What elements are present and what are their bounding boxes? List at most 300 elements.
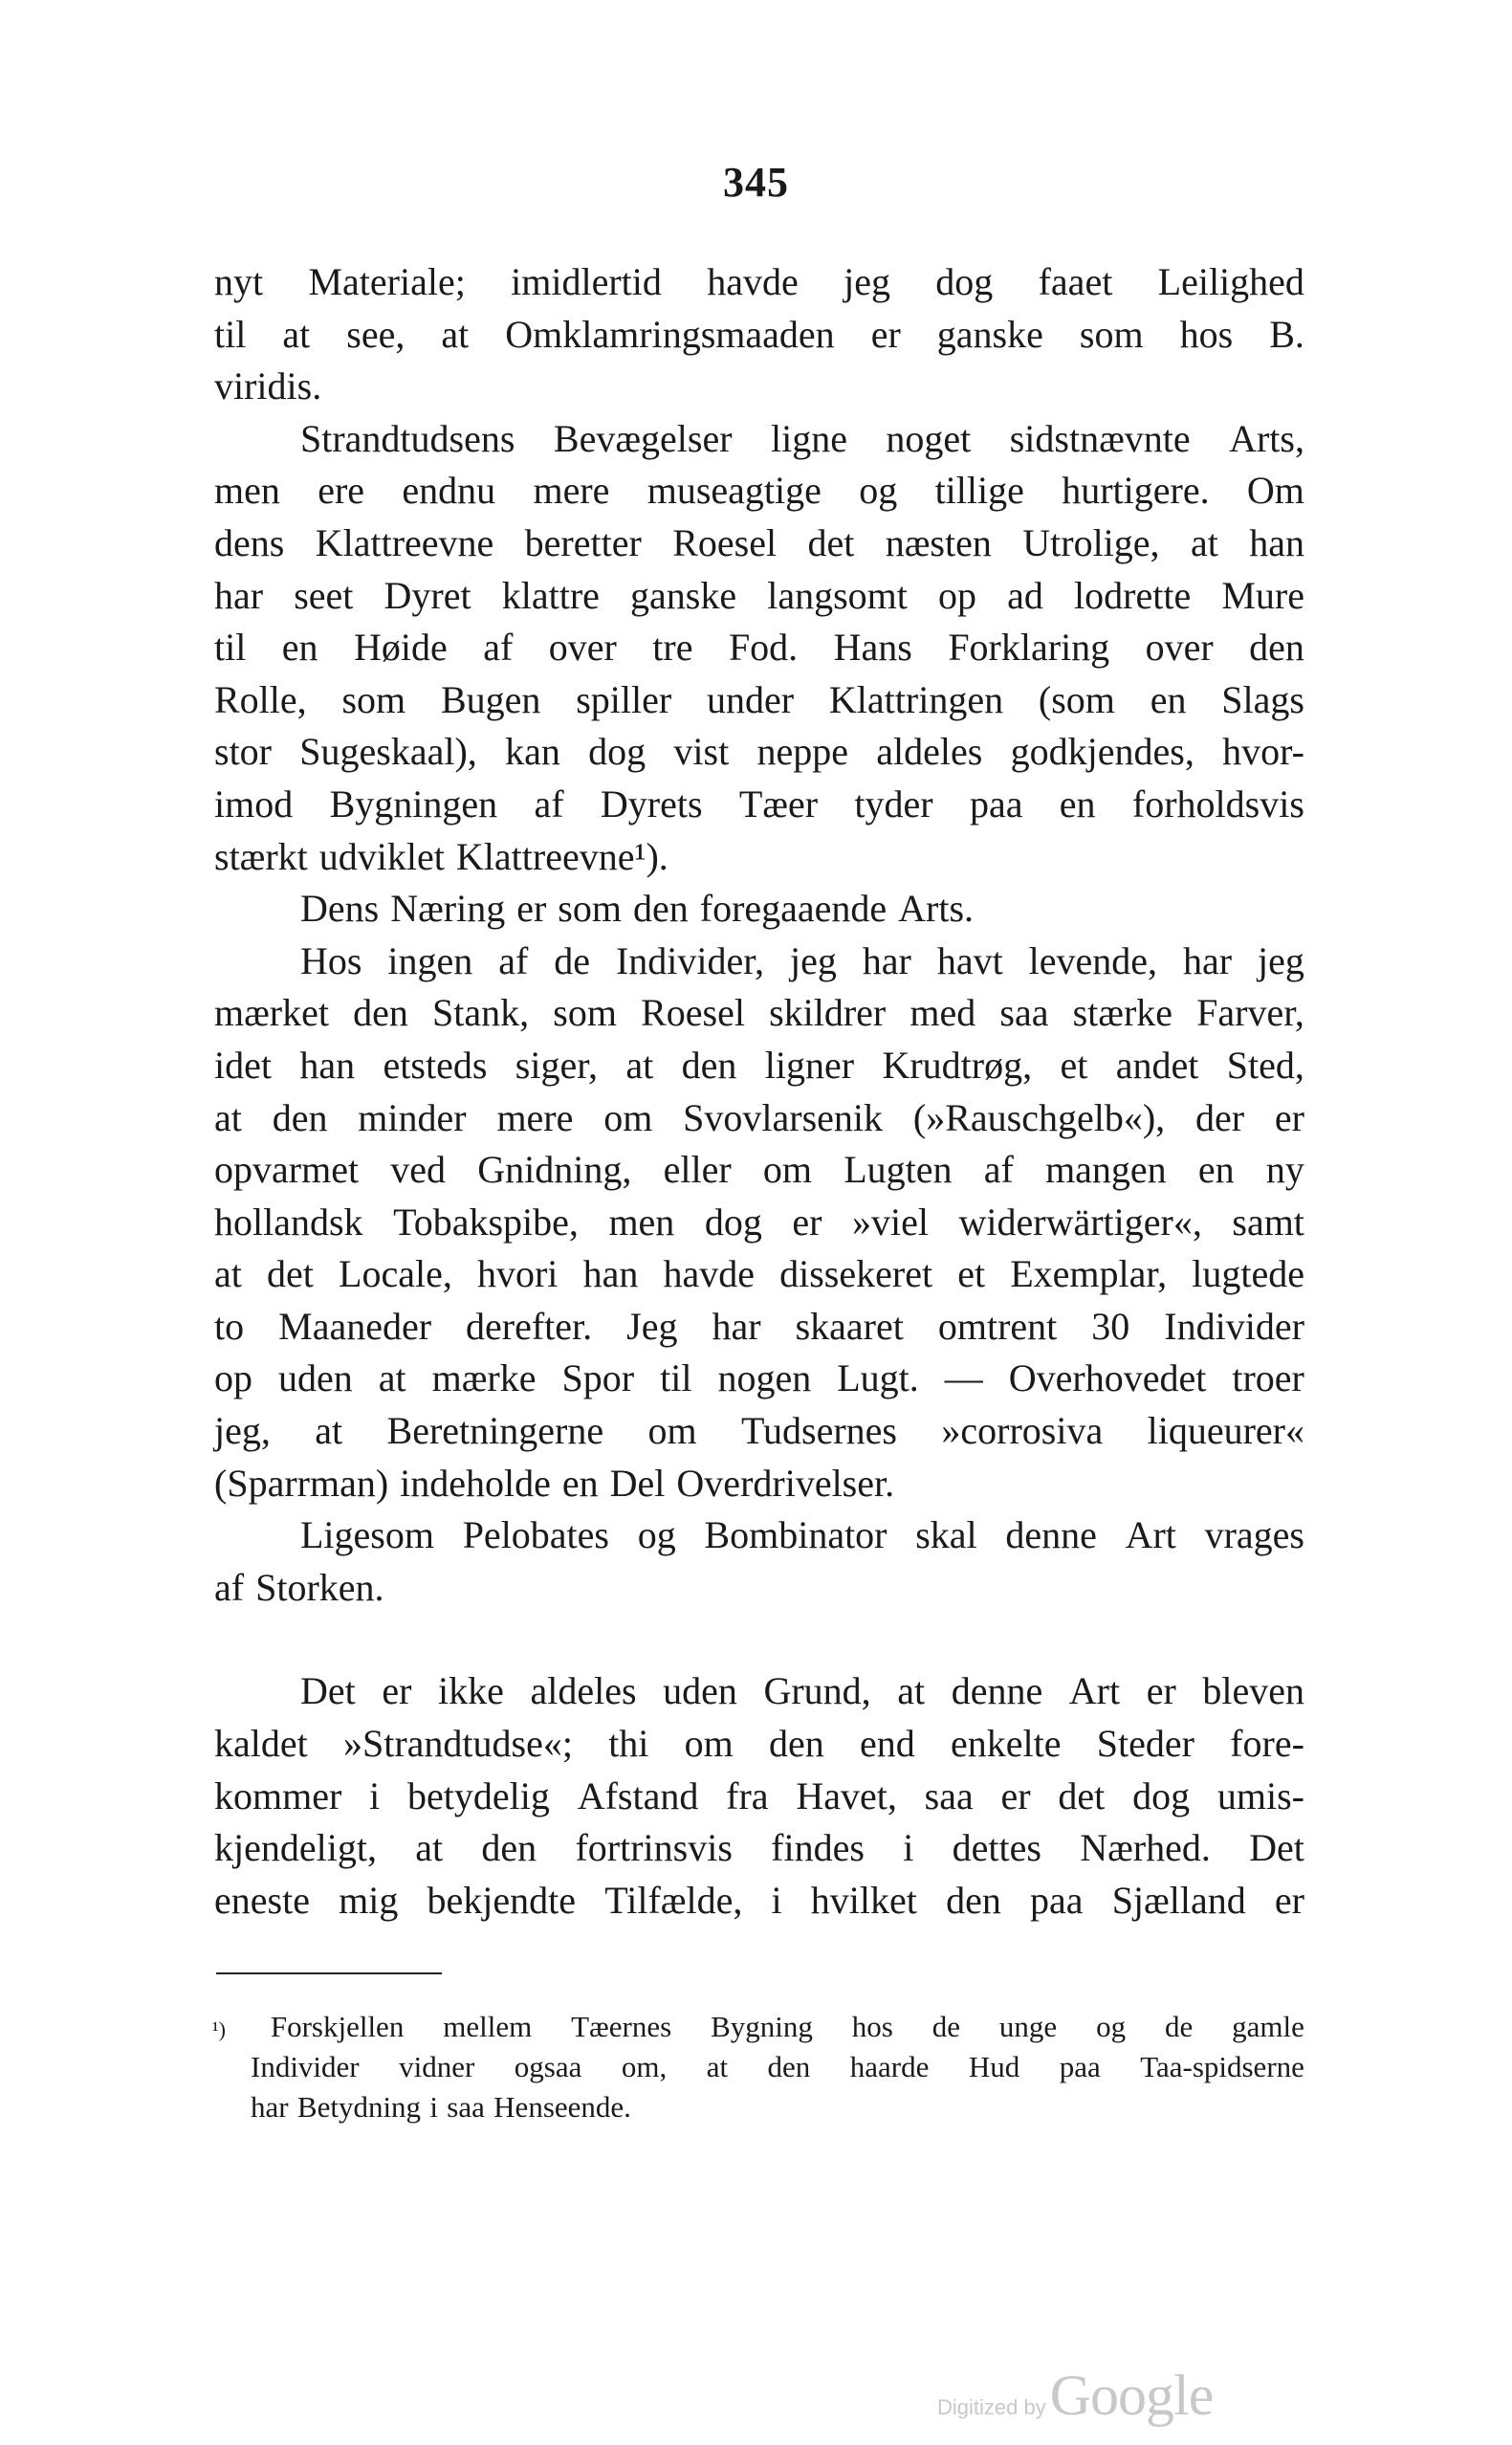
word: vrages bbox=[1204, 1513, 1304, 1557]
text-line bbox=[214, 1248, 1304, 1301]
text-line bbox=[214, 465, 1304, 518]
word: opvarmet bbox=[214, 1148, 360, 1192]
word: den bbox=[767, 2050, 811, 2083]
section-gap bbox=[214, 1614, 1304, 1665]
word: Storken. bbox=[255, 1565, 384, 1609]
text-line bbox=[214, 726, 1304, 779]
word: den bbox=[481, 1826, 537, 1870]
word: i bbox=[429, 2090, 438, 2124]
word: en bbox=[1150, 677, 1187, 721]
word: ganske bbox=[936, 312, 1043, 356]
text-line bbox=[214, 1665, 1304, 1718]
word: lugtede bbox=[1192, 1252, 1304, 1296]
word: Individer bbox=[1164, 1304, 1304, 1348]
text-line bbox=[214, 779, 1304, 831]
word: nogen bbox=[717, 1356, 812, 1400]
text-line bbox=[214, 1458, 1304, 1510]
word: mellem bbox=[443, 2010, 533, 2043]
word: Sted, bbox=[1226, 1043, 1304, 1087]
word: det bbox=[267, 1252, 314, 1296]
word: haarde bbox=[849, 2050, 930, 2083]
word: Materiale; bbox=[308, 260, 466, 303]
word: kommer bbox=[214, 1773, 342, 1817]
word: liqueurer« bbox=[1147, 1409, 1304, 1453]
word: seet bbox=[294, 573, 354, 617]
word: ligne bbox=[770, 416, 847, 460]
text-line bbox=[214, 1509, 1304, 1562]
word: hos bbox=[851, 2010, 893, 2043]
footnote-marker: ¹) bbox=[212, 2017, 226, 2041]
word: Utrolige, bbox=[1022, 520, 1160, 564]
word: om, bbox=[621, 2050, 668, 2083]
word: ikke bbox=[438, 1669, 504, 1713]
word: (Sparrman) bbox=[214, 1461, 389, 1505]
word: at bbox=[625, 1043, 654, 1087]
word: Bombinator bbox=[704, 1513, 887, 1557]
word: den bbox=[272, 1095, 328, 1139]
word: Afstand bbox=[577, 1773, 699, 1817]
word: Betydning bbox=[296, 2090, 422, 2124]
word: op bbox=[938, 573, 977, 617]
word: forholdsvis bbox=[1131, 782, 1304, 826]
word: (som bbox=[1038, 677, 1115, 721]
word: hollandsk bbox=[214, 1200, 363, 1244]
word: umis- bbox=[1216, 1773, 1304, 1817]
word: har bbox=[712, 1304, 761, 1348]
word: Pelobates bbox=[462, 1513, 609, 1557]
word: Bugen bbox=[440, 677, 541, 721]
word: to bbox=[214, 1304, 245, 1348]
text-line bbox=[214, 1875, 1304, 1927]
word: om bbox=[762, 1148, 813, 1192]
word: den bbox=[1249, 626, 1304, 670]
word: enkelte bbox=[951, 1722, 1062, 1766]
word: end bbox=[860, 1722, 915, 1766]
word: at bbox=[441, 312, 470, 356]
footnote-line bbox=[212, 2007, 1304, 2047]
text-line bbox=[214, 987, 1304, 1040]
word: museagtige bbox=[646, 469, 822, 513]
word: Hos bbox=[300, 938, 362, 982]
word: den bbox=[769, 1722, 824, 1766]
word: Høide bbox=[354, 626, 448, 670]
word: Lugt. bbox=[837, 1356, 919, 1400]
word: over bbox=[1145, 626, 1214, 670]
word: levende, bbox=[1028, 938, 1158, 982]
text-line bbox=[214, 413, 1304, 466]
word: at bbox=[378, 1356, 406, 1400]
word: jeg, bbox=[214, 1409, 271, 1453]
word: dog bbox=[704, 1200, 762, 1244]
word: ganske bbox=[630, 573, 737, 617]
word: Hud bbox=[968, 2050, 1020, 2083]
word: ved bbox=[390, 1148, 447, 1192]
word: Krudtrøg, bbox=[882, 1043, 1033, 1087]
text-line bbox=[214, 570, 1304, 623]
word: eller bbox=[663, 1148, 732, 1192]
word: som bbox=[558, 887, 622, 931]
word: bleven bbox=[1202, 1669, 1304, 1713]
word: dog bbox=[588, 730, 646, 774]
word: kaldet bbox=[214, 1722, 308, 1766]
word: vidner bbox=[399, 2050, 475, 2083]
word: 30 bbox=[1091, 1304, 1130, 1348]
paragraph bbox=[214, 1509, 1304, 1614]
footnote-line bbox=[251, 2047, 1304, 2087]
word: som bbox=[341, 677, 406, 721]
word: Arts. bbox=[898, 887, 975, 931]
word: denne bbox=[1005, 1513, 1097, 1557]
word: er bbox=[792, 1200, 822, 1244]
text-line bbox=[214, 936, 1304, 988]
word: Rolle, bbox=[214, 677, 307, 721]
word: er bbox=[382, 1669, 412, 1713]
word: af bbox=[214, 1565, 245, 1609]
word: Maaneder bbox=[278, 1304, 432, 1348]
text-line bbox=[214, 1405, 1304, 1458]
word: lodrette bbox=[1074, 573, 1192, 617]
word: tre bbox=[652, 626, 693, 670]
word: dog bbox=[1132, 1773, 1191, 1817]
word: paa bbox=[1030, 1878, 1084, 1922]
text-line bbox=[214, 1353, 1304, 1405]
word: mærket bbox=[214, 991, 329, 1035]
word: paa bbox=[969, 782, 1023, 826]
word: til bbox=[660, 1356, 692, 1400]
word: fore- bbox=[1230, 1722, 1304, 1766]
word: ligner bbox=[764, 1043, 855, 1087]
word: noget bbox=[886, 416, 972, 460]
word: Forklaring bbox=[948, 626, 1110, 670]
word: Fod. bbox=[728, 626, 799, 670]
word: Taa-spidserne bbox=[1140, 2050, 1304, 2083]
word: op bbox=[214, 1356, 252, 1400]
word: Stank, bbox=[432, 991, 530, 1035]
text-line bbox=[214, 1718, 1304, 1771]
word: Det bbox=[300, 1669, 356, 1713]
word: over bbox=[548, 626, 617, 670]
word: er bbox=[1274, 1095, 1304, 1139]
word: »viel bbox=[851, 1200, 929, 1244]
word: der bbox=[1194, 1095, 1245, 1139]
word: skal bbox=[915, 1513, 977, 1557]
word: samt bbox=[1232, 1200, 1304, 1244]
word: minder bbox=[358, 1095, 467, 1139]
word: Locale, bbox=[339, 1252, 452, 1296]
word: Svovlarsenik bbox=[683, 1095, 884, 1139]
word: klattre bbox=[501, 573, 600, 617]
word: mere bbox=[496, 1095, 574, 1139]
word: af bbox=[534, 782, 564, 826]
word: og bbox=[859, 469, 898, 513]
word: gamle bbox=[1232, 2010, 1304, 2043]
word: Jeg bbox=[626, 1304, 678, 1348]
word: widerwärtiger«, bbox=[958, 1200, 1202, 1244]
word: nyt bbox=[214, 260, 264, 303]
word: imod bbox=[214, 782, 294, 826]
watermark-prefix: Digitized by bbox=[937, 2395, 1046, 2419]
word: uden bbox=[278, 1356, 353, 1400]
word: til bbox=[214, 626, 247, 670]
word: fra bbox=[726, 1773, 769, 1817]
word: saa bbox=[447, 2090, 485, 2124]
word: har bbox=[214, 573, 264, 617]
word: viridis. bbox=[214, 364, 322, 408]
word: Roesel bbox=[672, 520, 778, 564]
word: »Strandtudse«; bbox=[342, 1722, 573, 1766]
word: en bbox=[281, 626, 318, 670]
word: at bbox=[214, 1252, 242, 1296]
word: men bbox=[214, 469, 280, 513]
word: tyder bbox=[854, 782, 933, 826]
word: jeg bbox=[1258, 938, 1304, 982]
word: ere bbox=[318, 469, 365, 513]
word: stærkt bbox=[214, 834, 308, 878]
word: saa bbox=[999, 991, 1049, 1035]
word: Overhovedet bbox=[1008, 1356, 1207, 1400]
word: mig bbox=[339, 1878, 399, 1922]
word: Henseende. bbox=[493, 2090, 631, 2124]
word: stærke bbox=[1072, 991, 1173, 1035]
word: Grund, bbox=[763, 1669, 871, 1713]
word: en bbox=[1059, 782, 1096, 826]
word: en bbox=[561, 1461, 599, 1505]
word: Sugeskaal), bbox=[299, 730, 477, 774]
word: er bbox=[516, 887, 547, 931]
word: Individer bbox=[251, 2050, 360, 2083]
word: thi bbox=[608, 1722, 649, 1766]
word: paa bbox=[1059, 2050, 1101, 2083]
word: er bbox=[1146, 1669, 1176, 1713]
word: spiller bbox=[576, 677, 672, 721]
word: dens bbox=[214, 520, 285, 564]
word: siger, bbox=[515, 1043, 598, 1087]
word: hvori bbox=[476, 1252, 559, 1296]
word: Leilighed bbox=[1157, 260, 1304, 303]
word: (»Rauschgelb«), bbox=[912, 1095, 1166, 1139]
word: Beretningerne bbox=[386, 1409, 604, 1453]
word: Klattringen bbox=[828, 677, 1004, 721]
word: Lugten bbox=[844, 1148, 953, 1192]
word: han bbox=[299, 1043, 356, 1087]
body-text bbox=[214, 256, 1304, 1927]
word: mangen bbox=[1045, 1148, 1167, 1192]
word: idet bbox=[214, 1043, 272, 1087]
word: Strandtudsens bbox=[300, 416, 515, 460]
word: endnu bbox=[402, 469, 496, 513]
word: Dens bbox=[300, 887, 380, 931]
text-line bbox=[214, 1144, 1304, 1197]
word: dettes bbox=[952, 1826, 1041, 1870]
word: vist bbox=[673, 730, 730, 774]
word: langsomt bbox=[767, 573, 908, 617]
word: Forskjellen bbox=[270, 2010, 405, 2043]
word: Art bbox=[1125, 1513, 1176, 1557]
word: andet bbox=[1115, 1043, 1199, 1087]
word: dissekeret bbox=[779, 1252, 933, 1296]
word: Del bbox=[609, 1461, 666, 1505]
word: skaaret bbox=[795, 1304, 904, 1348]
word: Tæer bbox=[738, 782, 819, 826]
word: Sjælland bbox=[1111, 1878, 1246, 1922]
word: om bbox=[647, 1409, 697, 1453]
word: kjendeligt, bbox=[214, 1826, 377, 1870]
word: hvor- bbox=[1222, 730, 1304, 774]
word: har bbox=[1182, 938, 1233, 982]
word: at bbox=[282, 312, 311, 356]
word: til bbox=[214, 312, 247, 356]
word: Dyrets bbox=[600, 782, 703, 826]
word: etsteds bbox=[383, 1043, 488, 1087]
word: er bbox=[1274, 1878, 1304, 1922]
word: er bbox=[870, 312, 901, 356]
word: Ligesom bbox=[300, 1513, 434, 1557]
word: omtrent bbox=[937, 1304, 1058, 1348]
text-line bbox=[214, 256, 1304, 309]
word: at bbox=[897, 1669, 926, 1713]
word: Om bbox=[1246, 469, 1304, 513]
word: og bbox=[637, 1513, 676, 1557]
word: Gnidning, bbox=[477, 1148, 632, 1192]
word: unge bbox=[998, 2010, 1058, 2043]
google-logo: Google bbox=[1049, 2364, 1214, 2427]
text-line bbox=[214, 622, 1304, 674]
word: næsten bbox=[885, 520, 992, 564]
word: Slags bbox=[1221, 677, 1304, 721]
word: Klattreevne bbox=[315, 520, 494, 564]
word: Art bbox=[1068, 1669, 1121, 1713]
word: Næring bbox=[390, 887, 506, 931]
text-line bbox=[214, 1092, 1304, 1145]
word: see, bbox=[346, 312, 405, 356]
word: Arts, bbox=[1229, 416, 1304, 460]
word: at bbox=[1190, 520, 1218, 564]
word: at bbox=[415, 1826, 444, 1870]
word: imidlertid bbox=[511, 260, 662, 303]
word: hvilket bbox=[810, 1878, 917, 1922]
word: Klattreevne¹). bbox=[455, 834, 668, 878]
word: hos bbox=[1179, 312, 1234, 356]
word: Bevægelser bbox=[553, 416, 733, 460]
word: af bbox=[483, 626, 514, 670]
word: den bbox=[632, 887, 689, 931]
text-line bbox=[214, 1771, 1304, 1823]
word: tillige bbox=[934, 469, 1024, 513]
word: Mure bbox=[1221, 573, 1304, 617]
word: om bbox=[603, 1095, 653, 1139]
word: havde bbox=[707, 260, 799, 303]
word: indeholde bbox=[400, 1461, 551, 1505]
word: de bbox=[931, 2010, 961, 2043]
word: det bbox=[1058, 1773, 1106, 1817]
text-line bbox=[214, 831, 1304, 884]
word: Exemplar, bbox=[1010, 1252, 1168, 1296]
paragraph bbox=[214, 413, 1304, 883]
word: som bbox=[553, 991, 617, 1035]
text-line bbox=[214, 518, 1304, 570]
word: med bbox=[909, 991, 976, 1035]
word: de bbox=[554, 938, 591, 982]
word: et bbox=[957, 1252, 986, 1296]
word: har bbox=[251, 2090, 289, 2124]
word: i bbox=[771, 1878, 782, 1922]
footnote-line bbox=[251, 2087, 1304, 2127]
word: troer bbox=[1232, 1356, 1304, 1400]
word: havt bbox=[936, 938, 1003, 982]
word: B. bbox=[1269, 312, 1304, 356]
word: Nærhed. bbox=[1080, 1826, 1211, 1870]
text-line bbox=[214, 1040, 1304, 1092]
word: beretter bbox=[524, 520, 642, 564]
word: dog bbox=[935, 260, 994, 303]
word: at bbox=[214, 1095, 242, 1139]
footnote-rule bbox=[216, 1972, 442, 1974]
word: havde bbox=[663, 1252, 755, 1296]
text-line bbox=[214, 674, 1304, 727]
word: hurtigere. bbox=[1062, 469, 1210, 513]
word: om bbox=[684, 1722, 734, 1766]
word: Bygning bbox=[711, 2010, 813, 2043]
word: Overdrivelser. bbox=[676, 1461, 895, 1505]
word: saa bbox=[924, 1773, 974, 1817]
word: skildrer bbox=[769, 991, 887, 1035]
word: og bbox=[1096, 2010, 1127, 2043]
word: uden bbox=[663, 1669, 737, 1713]
word: Hans bbox=[833, 626, 912, 670]
word: Dyret bbox=[383, 573, 471, 617]
word: ny bbox=[1265, 1148, 1304, 1192]
text-line bbox=[214, 1301, 1304, 1354]
word: som bbox=[1079, 312, 1144, 356]
word: stor bbox=[214, 730, 272, 774]
word: Farver, bbox=[1196, 991, 1304, 1035]
word: sidstnævnte bbox=[1009, 416, 1191, 460]
word: aldeles bbox=[876, 730, 983, 774]
word: er bbox=[1000, 1773, 1031, 1817]
word: Omklamringsmaaden bbox=[505, 312, 835, 356]
word: udviklet bbox=[318, 834, 445, 878]
word: faaet bbox=[1038, 260, 1113, 303]
word: Spor bbox=[561, 1356, 635, 1400]
word: denne bbox=[951, 1669, 1043, 1713]
word: Tobakspibe, bbox=[393, 1200, 579, 1244]
word: han bbox=[1249, 520, 1304, 564]
word: den bbox=[353, 991, 408, 1035]
word: mere bbox=[533, 469, 610, 513]
word: derefter. bbox=[466, 1304, 593, 1348]
word: Individer, bbox=[615, 938, 765, 982]
page-number: 345 bbox=[723, 159, 789, 206]
paragraph bbox=[214, 256, 1304, 413]
word: ad bbox=[1007, 573, 1043, 617]
word: i bbox=[369, 1773, 381, 1817]
word: Roesel bbox=[641, 991, 745, 1035]
footnote bbox=[212, 2007, 1304, 2127]
word: det bbox=[807, 520, 855, 564]
word: men bbox=[608, 1200, 675, 1244]
word: fortrinsvis bbox=[575, 1826, 733, 1870]
word: — bbox=[944, 1356, 983, 1400]
digitized-by-google-watermark bbox=[937, 2363, 1213, 2429]
word: at bbox=[706, 2050, 729, 2083]
word: betydelig bbox=[407, 1773, 550, 1817]
word: et bbox=[1060, 1043, 1088, 1087]
word: af bbox=[983, 1148, 1014, 1192]
word: mærke bbox=[431, 1356, 537, 1400]
word: jeg bbox=[789, 938, 837, 982]
word: den bbox=[681, 1043, 737, 1087]
word: aldeles bbox=[530, 1669, 637, 1713]
